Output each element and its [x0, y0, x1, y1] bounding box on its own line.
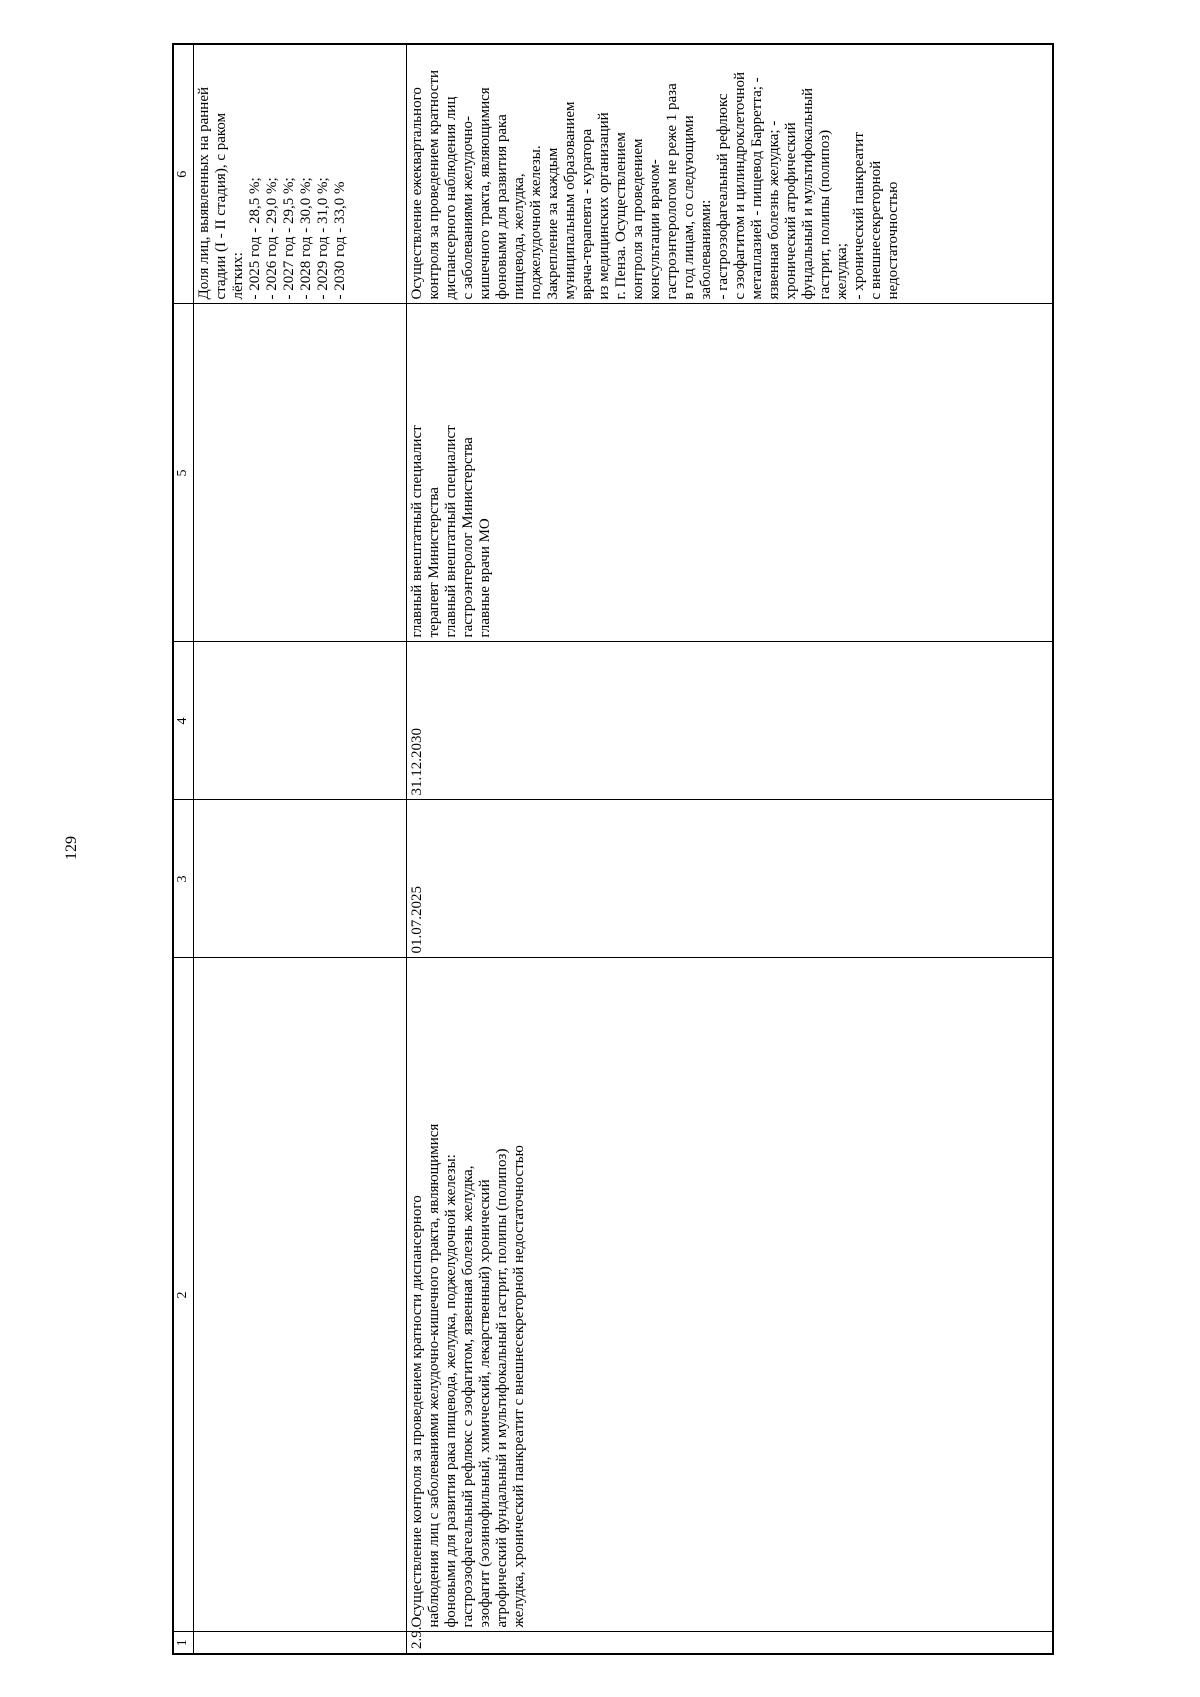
- text-line: метаплазией - пищевод Барретта; -: [748, 77, 765, 300]
- text-line: пищевода, желудка,: [510, 173, 527, 300]
- text-line: - 2030 год - 33,0 %: [331, 181, 348, 300]
- cell-number: [193, 1632, 406, 1654]
- activity-table: [172, 43, 1054, 1655]
- text-line: Осуществление контроля за проведением кратности диспансерного: [408, 1195, 425, 1628]
- text-line: гастроэнтеролог Министерства: [459, 437, 476, 638]
- text-line: главные врачи МО: [476, 518, 493, 638]
- text-line: - гастроэзофагеальный рефлюкс: [714, 93, 731, 300]
- col-header-3: 3: [173, 800, 193, 958]
- text-line: - 2025 год - 28,5 %;: [246, 177, 263, 300]
- text-line: кишечного тракта, являющимися: [476, 87, 493, 300]
- text-line: - 2026 год - 29,0 %;: [263, 177, 280, 300]
- cell-end-date: 31.12.2030: [406, 642, 1053, 800]
- text-line: с заболеваниями желудочно-: [459, 115, 476, 300]
- text-line: Закрепление за каждым: [544, 147, 561, 300]
- text-line: с эзофагитом и цилиндроклеточной: [731, 71, 748, 300]
- text-line: язвенная болезнь желудка; -: [765, 120, 782, 300]
- text-line: врача-терапевта - куратора: [578, 128, 595, 300]
- cell-end-date: [193, 642, 406, 800]
- text-line: наблюдения лиц с заболеваниями желудочно-кишечного тракта, являющимися: [425, 1123, 442, 1628]
- text-line: - 2029 год - 31,0 %;: [314, 177, 331, 300]
- cell-responsible: [193, 304, 406, 642]
- text-line: эзофагит (эозинофильный, химический, лекарственный) хронический: [476, 1179, 493, 1628]
- text-line: Осуществление ежеквартального: [408, 87, 425, 300]
- text-line: - хронический панкреатит: [850, 132, 867, 300]
- text-line: гастрит, полипы (полипоз): [816, 129, 833, 300]
- cell-number: 2.9.: [406, 1632, 1053, 1654]
- header-row: [173, 44, 193, 1654]
- text-line: в год лицам, со следующими: [680, 115, 697, 300]
- text-line: - 2027 год - 29,5 %;: [280, 177, 297, 300]
- table-container: [172, 45, 1052, 1655]
- text-line: фундальный и мультифокальный: [799, 88, 816, 300]
- text-line: гастроэнтерологом не реже 1 раза: [663, 83, 680, 300]
- text-line: консультации врачом-: [646, 159, 663, 300]
- text-line: главный внештатный специалист: [442, 425, 459, 638]
- cell-result: [193, 44, 406, 304]
- text-line: фоновыми для развития рака: [493, 114, 510, 300]
- cell-start-date: [193, 800, 406, 958]
- text-line: желудка, хронический панкреатит с внешнесекреторной недостаточностью: [510, 1145, 527, 1628]
- text-line: с внешнесекреторной: [867, 160, 884, 300]
- col-header-4: 4: [173, 642, 193, 800]
- text-line: лёгких:: [229, 252, 246, 300]
- text-line: стадии (I - II стадия), с раком: [212, 112, 229, 300]
- text-line: из медицинских организаций: [595, 112, 612, 300]
- text-line: желудка;: [833, 243, 850, 300]
- rotated-table-frame: [172, 45, 1052, 1655]
- col-header-1: 1: [173, 1632, 193, 1654]
- text-line: поджелудочной железы.: [527, 145, 544, 300]
- text-line: главный внештатный специалист: [408, 425, 425, 638]
- text-line: гастроэзофагеальный рефлюкс с эзофагитом, язвенная болезнь желудка,: [459, 1165, 476, 1628]
- col-header-6: 6: [173, 44, 193, 304]
- table-row: [406, 44, 1053, 1654]
- text-line: заболеваниями:: [697, 199, 714, 300]
- text-line: г. Пенза. Осуществлением: [612, 132, 629, 300]
- cell-description: [193, 958, 406, 1632]
- text-line: фоновыми для развития рака пищевода, желудка, поджелудочной железы:: [442, 1154, 459, 1628]
- page-number: 129: [63, 836, 80, 860]
- table-row: [193, 44, 406, 1654]
- text-line: хронический атрофический: [782, 122, 799, 300]
- text-line: - 2028 год - 30,0 %;: [297, 177, 314, 300]
- text-line: атрофический фундальный и мультифокальный гастрит, полипы (полипоз): [493, 1148, 510, 1628]
- text-line: контроля за проведением кратности: [425, 69, 442, 300]
- col-header-2: 2: [173, 958, 193, 1632]
- text-line: муниципальным образованием: [561, 101, 578, 300]
- text-line: недостаточностью: [884, 181, 901, 300]
- cell-responsible: [406, 304, 1053, 642]
- text-line: Доля лиц, выявленных на ранней: [195, 86, 212, 300]
- col-header-5: 5: [173, 304, 193, 642]
- cell-start-date: 01.07.2025: [406, 800, 1053, 958]
- cell-description: [406, 958, 1053, 1632]
- cell-result: [406, 44, 1053, 304]
- text-line: терапевт Министерства: [425, 487, 442, 638]
- text-line: диспансерного наблюдения лиц: [442, 96, 459, 300]
- text-line: контроля за проведением: [629, 138, 646, 300]
